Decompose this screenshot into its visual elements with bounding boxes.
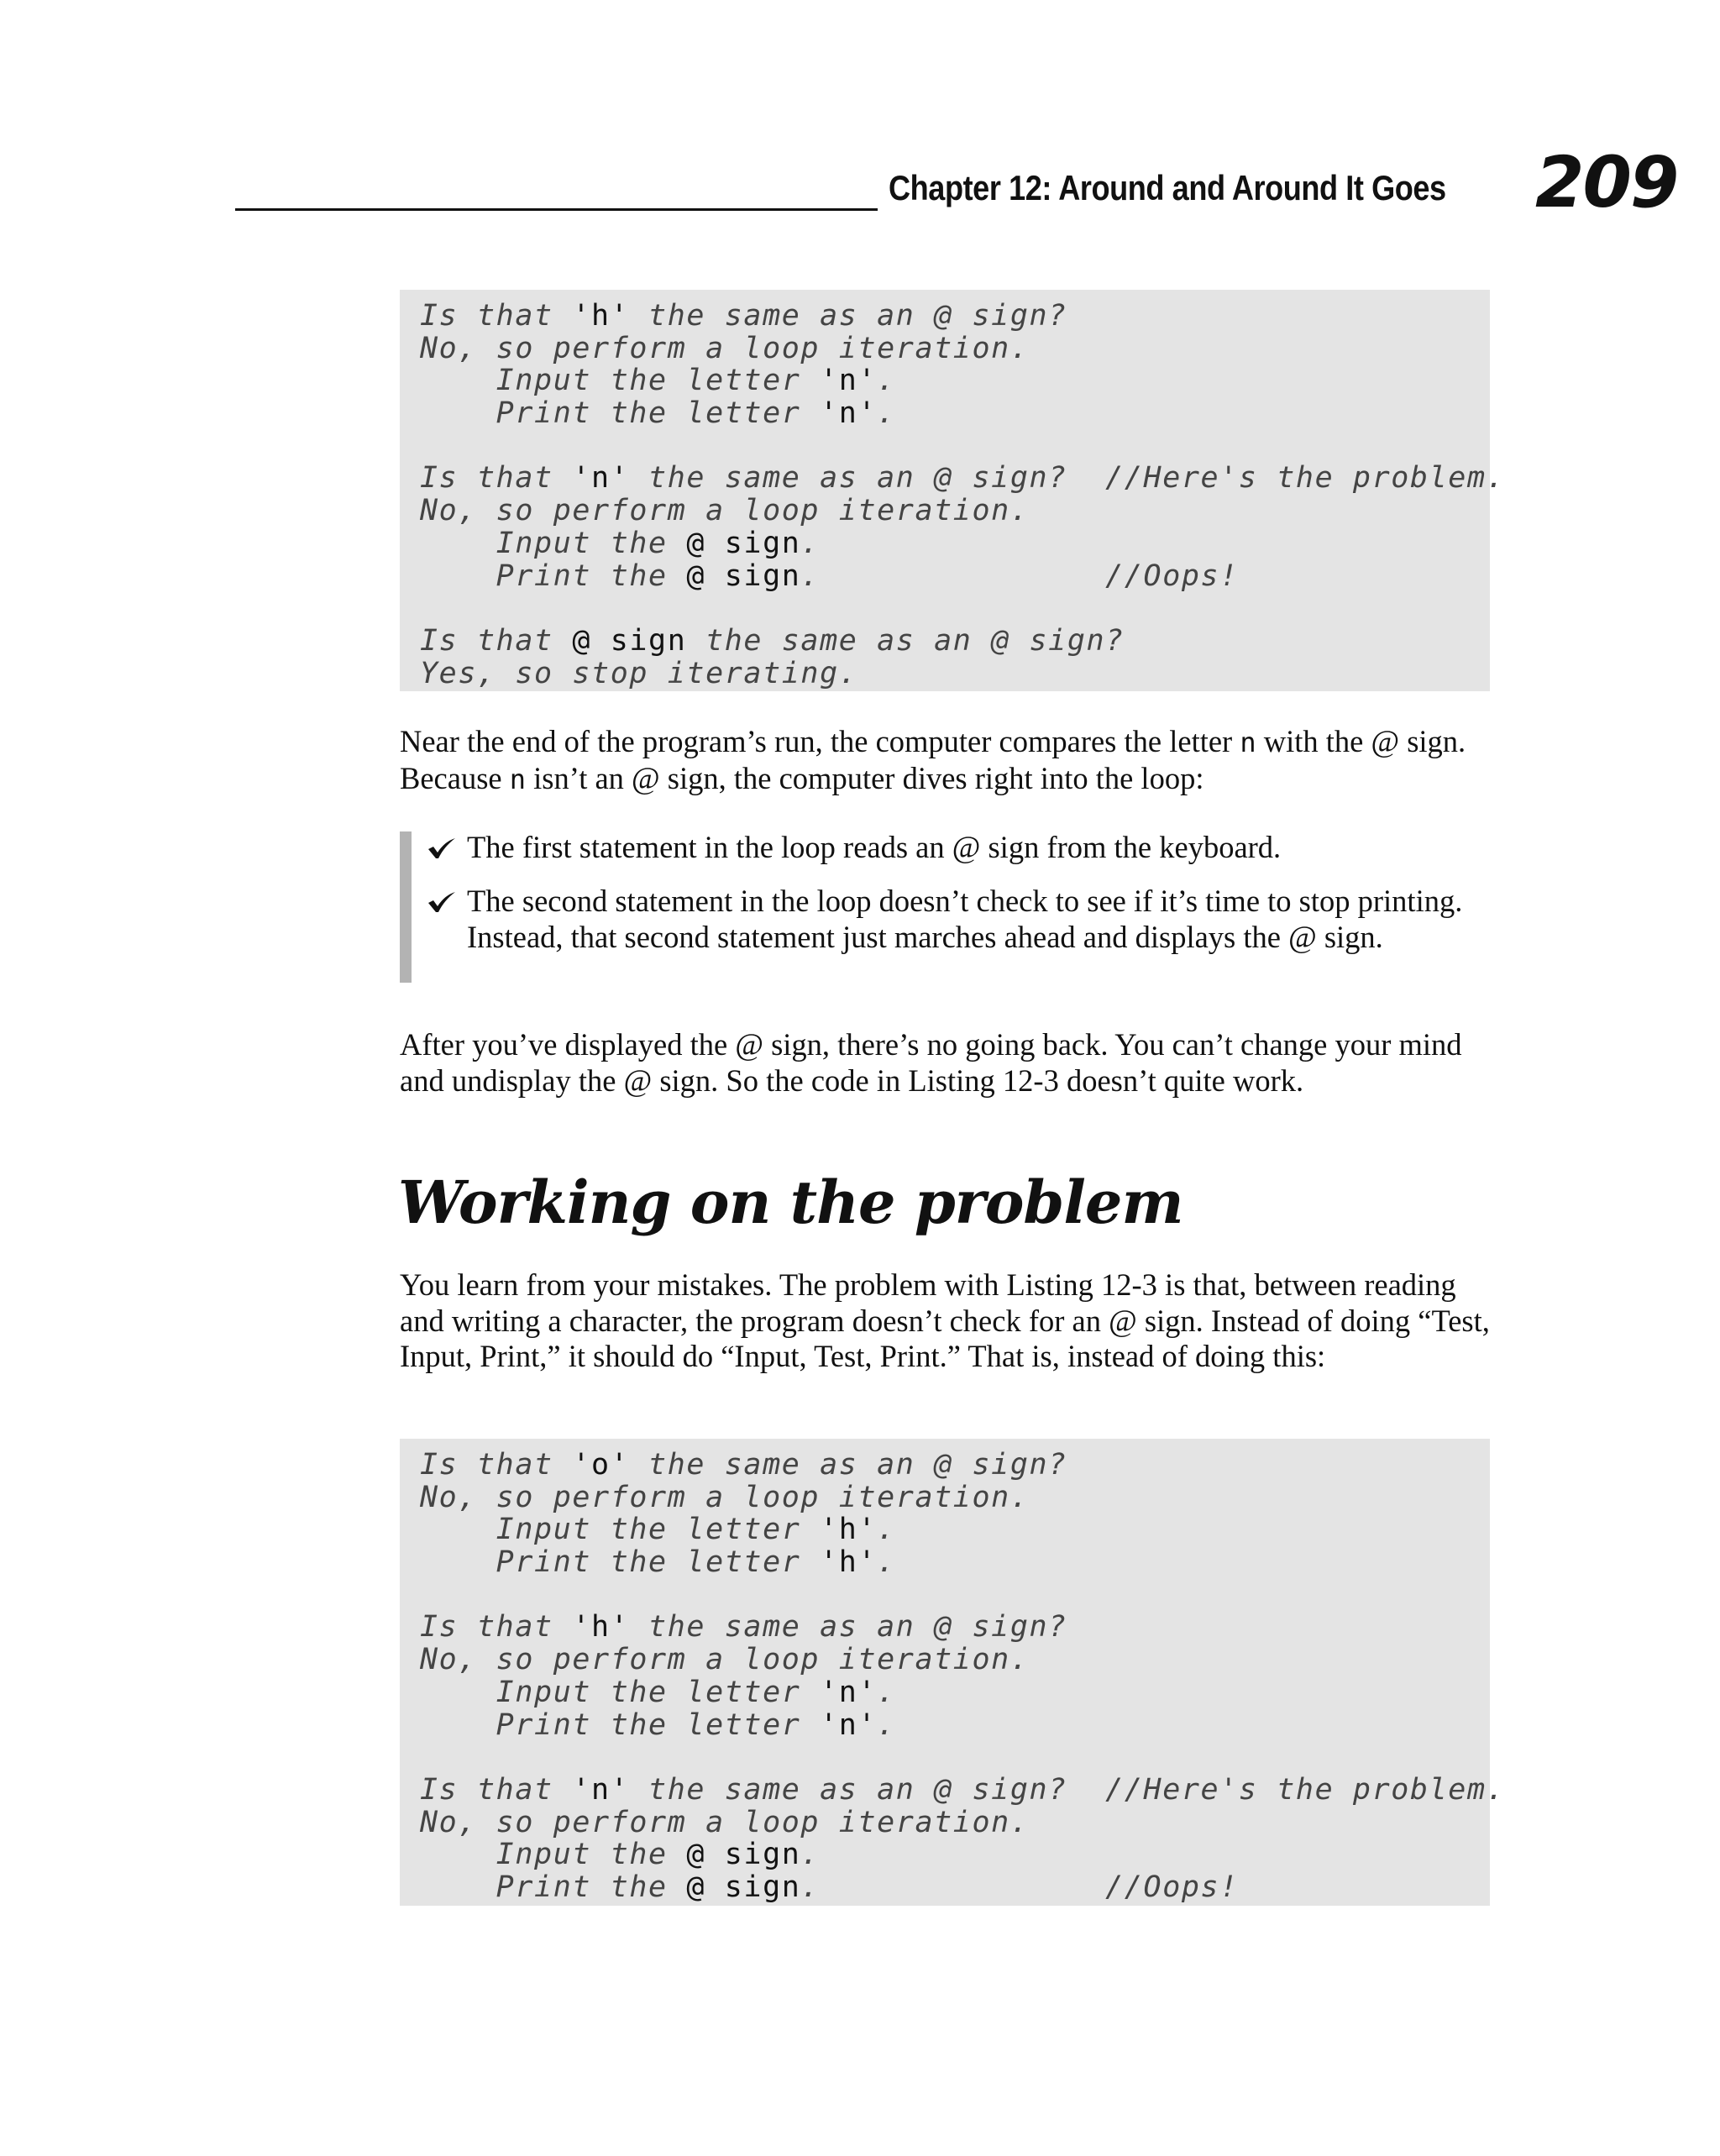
code-segment: No, so perform a loop iteration. — [420, 494, 1030, 528]
code-line — [420, 1579, 1470, 1612]
code-line — [420, 300, 1470, 333]
code-segment: 'n' — [820, 1675, 878, 1709]
paragraph-learn-from-mistakes: You learn from your mistakes. The problem with Listing 12-3 is that, between reading and writing a character, the program doesn’t check for an @ sign. Instead of doing “Test, Input, Print,” it should do “Input, Test, Print.” That is, instead of doing this: — [400, 1267, 1490, 1373]
code-segment: @ sign — [686, 559, 801, 593]
code-segment: 'h' — [572, 1610, 630, 1645]
code-segment: 'n' — [572, 461, 630, 496]
code-line — [420, 1449, 1470, 1482]
code-line — [420, 430, 1470, 463]
code-line — [420, 1644, 1470, 1676]
code-segment: 'h' — [572, 299, 630, 333]
code-segment: 'h' — [820, 1513, 878, 1547]
code-segment: Yes, so stop iterating. — [420, 656, 858, 690]
code-segment: Print the letter — [420, 1545, 821, 1580]
code-segment: Print the — [420, 1870, 687, 1904]
code-line — [420, 527, 1470, 560]
code-segment: the same as an @ sign? //Here's the problem. — [629, 461, 1506, 496]
code-block-2 — [400, 1439, 1506, 1906]
code-segment: the same as an @ sign? //Here's the problem. — [629, 1772, 1506, 1807]
code-segment: . — [877, 1513, 896, 1547]
text-run: Near the end of the program’s run, the computer compares the letter — [400, 724, 1240, 758]
code-segment: Input the — [420, 1838, 687, 1872]
page-number: 209 — [1535, 141, 1678, 223]
check-icon — [427, 890, 457, 914]
code-line — [420, 592, 1470, 625]
code-line — [420, 560, 1470, 593]
code-segment: . — [877, 396, 896, 431]
code-segment: Is that — [420, 623, 573, 658]
code-segment: . — [877, 1545, 896, 1580]
code-line — [420, 1741, 1470, 1774]
code-segment: 'h' — [820, 1545, 878, 1580]
chapter-title: Chapter 12: Around and Around It Goes — [889, 168, 1446, 207]
code-segment: Input the letter — [420, 364, 821, 398]
code-segment: . — [877, 1675, 896, 1709]
code-segment: the same as an @ sign? — [686, 623, 1125, 658]
code-line — [420, 333, 1470, 365]
code-segment: @ sign — [572, 623, 687, 658]
code-segment: @ sign — [686, 1838, 801, 1872]
paragraph-loop-entry — [400, 724, 1500, 797]
code-segment: @ sign — [686, 1870, 801, 1904]
check-icon — [427, 837, 457, 860]
code-segment: . — [800, 526, 821, 560]
code-segment: Is that — [420, 461, 573, 496]
code-segment: @ sign — [686, 526, 801, 560]
text-run: with the @ sign. Because — [400, 724, 1466, 795]
code-segment: . — [800, 1838, 821, 1872]
code-segment: 'n' — [820, 396, 878, 431]
code-line — [420, 1871, 1470, 1904]
code-line — [420, 1839, 1470, 1871]
code-segment: Is that — [420, 299, 573, 333]
code-segment: Is that — [420, 1448, 573, 1482]
bullet-list-bar — [400, 831, 412, 983]
code-segment: 'o' — [572, 1448, 630, 1482]
code-line — [420, 397, 1470, 430]
code-line — [420, 1546, 1470, 1579]
code-line — [420, 1676, 1470, 1709]
paragraph-no-going-back: After you’ve displayed the @ sign, there’s no going back. You can’t change your mind and undisplay the @ sign. So the code in Listing 12-3 doesn’t quite work. — [400, 1027, 1462, 1098]
code-segment: No, so perform a loop iteration. — [420, 1643, 1030, 1677]
code-segment: Input the letter — [420, 1513, 821, 1547]
code-line — [420, 625, 1470, 658]
code-segment: 'n' — [820, 364, 878, 398]
code-segment: Print the letter — [420, 1707, 821, 1742]
code-segment: No, so perform a loop iteration. — [420, 1805, 1030, 1839]
code-segment: the same as an @ sign? — [629, 1448, 1067, 1482]
code-line — [420, 1611, 1470, 1644]
code-segment: No, so perform a loop iteration. — [420, 331, 1030, 365]
code-segment: Input the — [420, 526, 687, 560]
inline-code: n — [509, 763, 526, 795]
code-line — [420, 1513, 1470, 1546]
code-line — [420, 1709, 1470, 1742]
code-segment: . //Oops! — [800, 559, 1239, 593]
code-segment: . — [877, 1707, 896, 1742]
code-segment: Print the — [420, 559, 687, 593]
code-segment: the same as an @ sign? — [629, 299, 1067, 333]
code-segment: Input the letter — [420, 1675, 821, 1709]
code-segment: . — [877, 364, 896, 398]
code-segment: Print the letter — [420, 396, 821, 431]
code-line — [420, 658, 1470, 690]
code-segment: Is that — [420, 1610, 573, 1645]
code-block-1 — [400, 290, 1506, 691]
running-header — [235, 141, 1688, 225]
code-segment: 'n' — [820, 1707, 878, 1742]
section-heading: Working on the problem — [398, 1167, 1183, 1237]
list-item-text: The second statement in the loop doesn’t check to see if it’s time to stop printing. Instead, that second statement just marches ahead and displays the @ sign. — [467, 884, 1463, 954]
code-segment: No, so perform a loop iteration. — [420, 1480, 1030, 1514]
code-line — [420, 365, 1470, 397]
code-segment: Is that — [420, 1772, 573, 1807]
code-line — [420, 461, 1506, 496]
code-segment: . //Oops! — [800, 1870, 1239, 1904]
code-segment: 'n' — [572, 1772, 630, 1807]
list-item-text: The first statement in the loop reads an @ sign from the keyboard. — [467, 830, 1282, 864]
code-line — [420, 495, 1470, 527]
code-line — [420, 1807, 1470, 1839]
code-line — [420, 1482, 1470, 1514]
header-rule — [235, 208, 878, 211]
text-run: isn’t an @ sign, the computer dives right into the loop: — [526, 760, 1204, 795]
code-segment: the same as an @ sign? — [629, 1610, 1067, 1645]
code-line — [420, 1772, 1506, 1807]
inline-code: n — [1240, 727, 1256, 758]
